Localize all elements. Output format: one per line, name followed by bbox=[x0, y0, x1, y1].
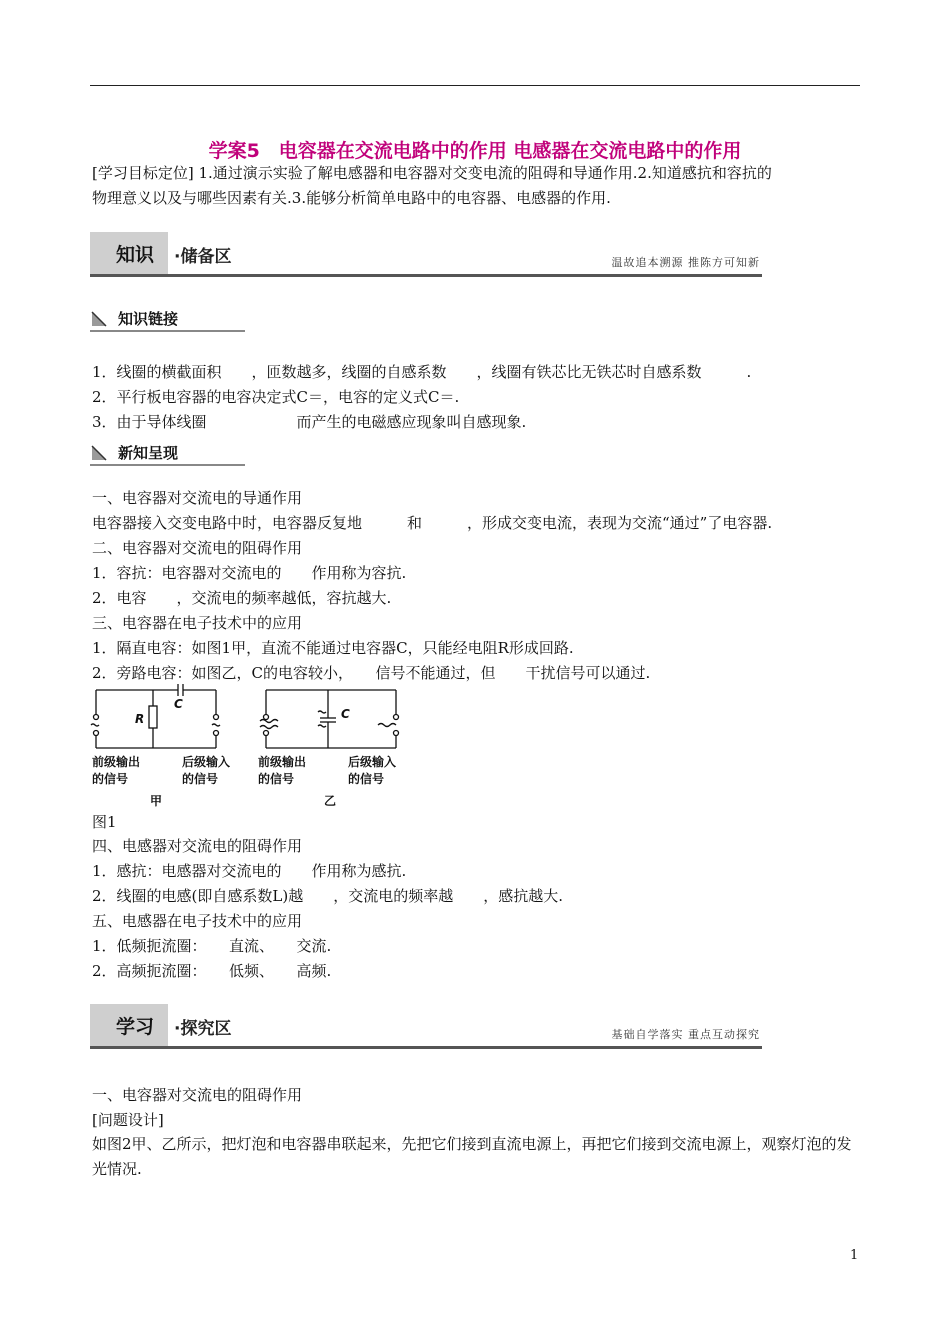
item-low-frequency-choke: 1．低频扼流圈： 直流、 交流. bbox=[92, 937, 332, 955]
circuit-a bbox=[91, 684, 220, 748]
circuit-b-caption: 乙 bbox=[324, 794, 337, 808]
circuit-b-output-label: 后级输入 的信号 bbox=[348, 755, 397, 786]
banner-motto: 基础自学落实 重点互动探究 bbox=[611, 1028, 760, 1041]
learning-goals-line-1: [学习目标定位] 1.通过演示实验了解电感器和电容器对交变电流的阻碍和导通作用.2.知道感抗和容抗的 bbox=[92, 164, 772, 182]
section-banner-knowledge bbox=[90, 232, 762, 278]
corner-triangle-icon bbox=[90, 444, 108, 462]
circuit-b-input-label: 前级输出 的信号 bbox=[258, 755, 307, 786]
figure-label: 图1 bbox=[92, 813, 117, 831]
section-heading-5: 五、电感器在电子技术中的应用 bbox=[92, 912, 303, 930]
header-rule bbox=[90, 85, 860, 86]
banner-rule bbox=[90, 274, 762, 277]
item-blocking-capacitor: 1．隔直电容：如图1甲，直流不能通过电容器C，只能经电阻R形成回路. bbox=[92, 639, 574, 657]
item-inductive-reactance: 1．感抗：电感器对交流电的 作用称为感抗. bbox=[92, 862, 407, 880]
subhead-label: 新知呈现 bbox=[118, 444, 179, 462]
item-capacitance: 2．电容 ，交流电的频率越低，容抗越大. bbox=[92, 589, 392, 607]
page-title: 学案5 电容器在交流电路中的作用 电感器在交流电路中的作用 bbox=[208, 140, 742, 162]
section-heading-1: 一、电容器对交流电的导通作用 bbox=[92, 489, 303, 507]
banner-motto: 温故追本溯源 推陈方可知新 bbox=[611, 256, 760, 269]
subhead-rule bbox=[90, 330, 245, 332]
banner-tab-label: 学习 bbox=[116, 1016, 155, 1038]
link-item-3: 3．由于导体线圈 而产生的电磁感应现象叫自感现象. bbox=[92, 413, 527, 431]
paragraph-conduction: 电容器接入交变电路中时，电容器反复地 和 ，形成交变电流，表现为交流“通过”了电容器. bbox=[92, 514, 773, 532]
subhead-rule bbox=[90, 464, 245, 466]
subhead-new-knowledge bbox=[90, 442, 245, 466]
section-banner-study bbox=[90, 1004, 762, 1050]
resistor-label: R bbox=[135, 712, 145, 726]
circuit-b bbox=[260, 690, 399, 748]
banner-rule bbox=[90, 1046, 762, 1049]
item-bypass-capacitor: 2．旁路电容：如图乙，C的电容较小， 信号不能通过，但 干扰信号可以通过. bbox=[92, 664, 651, 682]
circuit-a-caption: 甲 bbox=[150, 794, 163, 808]
link-item-2: 2．平行板电容器的电容决定式C＝，电容的定义式C＝. bbox=[92, 388, 460, 406]
item-high-frequency-choke: 2．高频扼流圈： 低频、 高频. bbox=[92, 962, 332, 980]
circuit-a-input-label: 前级输出 的信号 bbox=[92, 755, 141, 786]
explore-paragraph: 如图2甲、乙所示，把灯泡和电容器串联起来，先把它们接到直流电源上，再把它们接到交流电源上，观察灯泡的发光情况. bbox=[92, 1135, 852, 1178]
capacitor-label-a: C bbox=[174, 697, 183, 711]
explore-heading: 一、电容器对交流电的阻碍作用 bbox=[92, 1086, 303, 1104]
section-heading-3: 三、电容器在电子技术中的应用 bbox=[92, 614, 303, 632]
learning-goals-line-2: 物理意义以及与哪些因素有关.3.能够分析简单电路中的电容器、电感器的作用. bbox=[92, 189, 611, 207]
capacitor-label-b: C bbox=[341, 707, 350, 721]
item-inductance: 2．线圈的电感(即自感系数L)越 ，交流电的频率越 ，感抗越大. bbox=[92, 887, 563, 905]
section-heading-2: 二、电容器对交流电的阻碍作用 bbox=[92, 539, 303, 557]
circuit-a-output-label: 后级输入 的信号 bbox=[182, 755, 231, 786]
page-number: 1 bbox=[850, 1248, 859, 1263]
banner-tab-label: 知识 bbox=[116, 244, 155, 266]
section-heading-4: 四、电感器对交流电的阻碍作用 bbox=[92, 837, 303, 855]
subhead-label: 知识链接 bbox=[118, 310, 179, 328]
banner-subtitle: ·探究区 bbox=[174, 1019, 232, 1039]
question-design-label: [问题设计] bbox=[92, 1111, 164, 1129]
link-item-1: 1．线圈的横截面积 ，匝数越多，线圈的自感系数 ，线圈有铁芯比无铁芯时自感系数 . bbox=[92, 363, 752, 381]
corner-triangle-icon bbox=[90, 310, 108, 328]
banner-subtitle: ·储备区 bbox=[174, 247, 232, 267]
subhead-knowledge-link bbox=[90, 308, 245, 332]
item-capacitive-reactance: 1．容抗：电容器对交流电的 作用称为容抗. bbox=[92, 564, 407, 582]
